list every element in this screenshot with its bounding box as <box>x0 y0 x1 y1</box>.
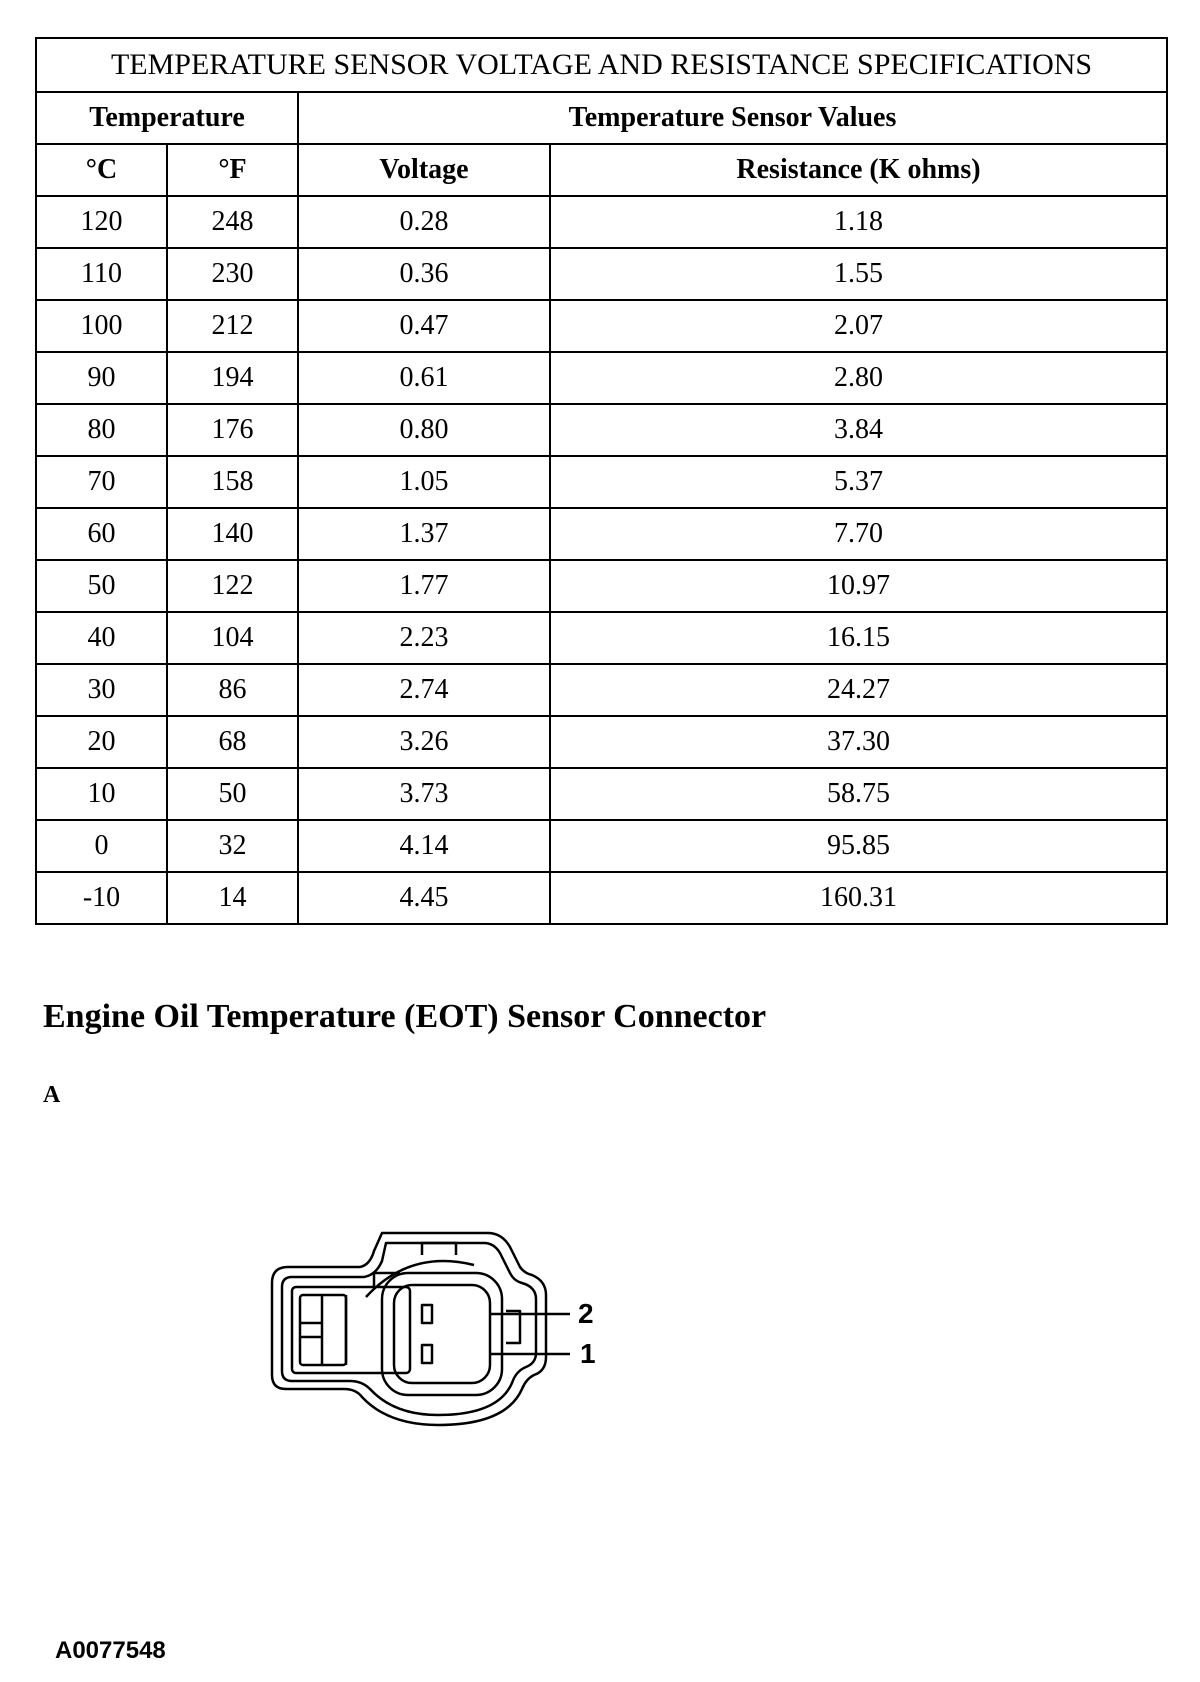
voltage-cell: 0.28 <box>298 196 550 248</box>
voltage-cell: 1.77 <box>298 560 550 612</box>
table-row <box>36 820 1167 872</box>
table-row <box>36 404 1167 456</box>
voltage-cell: 3.26 <box>298 716 550 768</box>
resistance-cell: 58.75 <box>550 768 1167 820</box>
celsius-cell: 70 <box>36 456 167 508</box>
voltage-cell: 4.45 <box>298 872 550 924</box>
celsius-cell: 90 <box>36 352 167 404</box>
voltage-cell: 3.73 <box>298 768 550 820</box>
table-row <box>36 612 1167 664</box>
resistance-cell: 95.85 <box>550 820 1167 872</box>
pin-2-label: 2 <box>578 1298 594 1329</box>
resistance-cell: 16.15 <box>550 612 1167 664</box>
celsius-cell: 50 <box>36 560 167 612</box>
pin-1 <box>422 1345 432 1363</box>
celsius-cell: 60 <box>36 508 167 560</box>
resistance-cell: 3.84 <box>550 404 1167 456</box>
voltage-cell: 2.23 <box>298 612 550 664</box>
temperature-spec-table <box>35 37 1168 925</box>
voltage-cell: 0.36 <box>298 248 550 300</box>
latch-outer-frame <box>292 1287 410 1373</box>
voltage-cell: 0.80 <box>298 404 550 456</box>
voltage-column-header: Voltage <box>298 144 550 196</box>
resistance-cell: 160.31 <box>550 872 1167 924</box>
voltage-cell: 1.05 <box>298 456 550 508</box>
fahrenheit-cell: 158 <box>167 456 298 508</box>
celsius-cell: 0 <box>36 820 167 872</box>
key-notch <box>422 1243 456 1255</box>
figure-id: A0077548 <box>55 1637 166 1664</box>
fahrenheit-cell: 212 <box>167 300 298 352</box>
resistance-cell: 37.30 <box>550 716 1167 768</box>
resistance-cell: 2.80 <box>550 352 1167 404</box>
pin-2 <box>422 1305 432 1323</box>
fahrenheit-cell: 14 <box>167 872 298 924</box>
celsius-cell: 120 <box>36 196 167 248</box>
table-row <box>36 664 1167 716</box>
table-row <box>36 352 1167 404</box>
table-row <box>36 196 1167 248</box>
table-row <box>36 872 1167 924</box>
table-row <box>36 716 1167 768</box>
voltage-cell: 2.74 <box>298 664 550 716</box>
resistance-cell: 10.97 <box>550 560 1167 612</box>
resistance-cell: 2.07 <box>550 300 1167 352</box>
voltage-cell: 4.14 <box>298 820 550 872</box>
celsius-cell: 80 <box>36 404 167 456</box>
table-row <box>36 508 1167 560</box>
table-row <box>36 248 1167 300</box>
celsius-cell: 110 <box>36 248 167 300</box>
fahrenheit-cell: 230 <box>167 248 298 300</box>
pin-1-label: 1 <box>580 1338 596 1369</box>
table-row <box>36 300 1167 352</box>
celsius-cell: 40 <box>36 612 167 664</box>
celsius-cell: -10 <box>36 872 167 924</box>
celsius-cell: 100 <box>36 300 167 352</box>
fahrenheit-cell: 32 <box>167 820 298 872</box>
resistance-column-header: Resistance (K ohms) <box>550 144 1167 196</box>
table-body <box>36 196 1167 924</box>
lock-tab <box>506 1311 520 1343</box>
resistance-cell: 1.18 <box>550 196 1167 248</box>
fahrenheit-cell: 68 <box>167 716 298 768</box>
resistance-cell: 24.27 <box>550 664 1167 716</box>
fahrenheit-cell: 104 <box>167 612 298 664</box>
fahrenheit-cell: 122 <box>167 560 298 612</box>
voltage-cell: 1.37 <box>298 508 550 560</box>
table-row <box>36 456 1167 508</box>
table-title: TEMPERATURE SENSOR VOLTAGE AND RESISTANCE SPECIFICATIONS <box>36 38 1167 92</box>
terminal-cavity-inner <box>394 1285 490 1383</box>
celsius-column-header: °C <box>36 144 167 196</box>
voltage-cell: 0.47 <box>298 300 550 352</box>
voltage-cell: 0.61 <box>298 352 550 404</box>
fahrenheit-cell: 50 <box>167 768 298 820</box>
resistance-cell: 1.55 <box>550 248 1167 300</box>
resistance-cell: 7.70 <box>550 508 1167 560</box>
resistance-cell: 5.37 <box>550 456 1167 508</box>
section-title: Engine Oil Temperature (EOT) Sensor Connector <box>43 998 767 1035</box>
celsius-cell: 20 <box>36 716 167 768</box>
table-row <box>36 560 1167 612</box>
fahrenheit-cell: 248 <box>167 196 298 248</box>
fahrenheit-cell: 140 <box>167 508 298 560</box>
eot-connector-diagram <box>270 1225 670 1525</box>
celsius-cell: 10 <box>36 768 167 820</box>
view-label: A <box>43 1082 61 1108</box>
fahrenheit-cell: 176 <box>167 404 298 456</box>
fahrenheit-column-header: °F <box>167 144 298 196</box>
fahrenheit-cell: 86 <box>167 664 298 716</box>
table-row <box>36 768 1167 820</box>
temperature-group-header: Temperature <box>36 92 298 144</box>
sensor-values-group-header: Temperature Sensor Values <box>298 92 1167 144</box>
fahrenheit-cell: 194 <box>167 352 298 404</box>
celsius-cell: 30 <box>36 664 167 716</box>
